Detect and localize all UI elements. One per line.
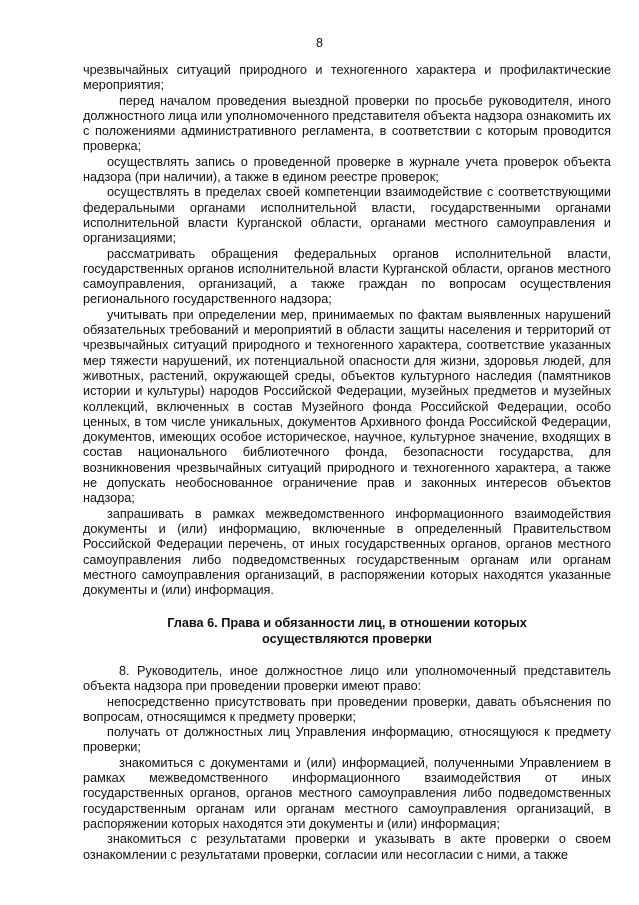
paragraph: 8. Руководитель, иное должностное лицо или уполномоченный представитель объекта надзора при проведении проверки имеют право: [83,663,611,694]
paragraph: получать от должностных лиц Управления информацию, относящуюся к предмету проверки; [83,725,611,755]
chapter-heading-line: Глава 6. Права и обязанности лиц, в отношении которых [167,616,527,631]
paragraph: осуществлять в пределах своей компетенции взаимодействие с соответствующими федеральными органами исполнительной власти, государственными органами исполнительной власти Курганской области, органами местного самоуправления и организациями; [83,185,611,246]
chapter-heading-line: осуществляются проверки [262,631,432,646]
paragraph: непосредственно присутствовать при проведении проверки, давать объяснения по вопросам, относящимся к предмету проверки; [83,694,611,724]
chapter-heading [83,616,611,647]
paragraph: знакомиться с документами и (или) информацией, полученными Управлением в рамках межведомственного информационного взаимодействия от иных государственных органов, органов местного самоуправления либо подведомственных государственным органам или органам местного самоуправления организаций, в распоряжении которых находятся эти документы и (или) информация; [83,755,611,831]
page-number: 8 [316,36,323,50]
paragraph: чрезвычайных ситуаций природного и техногенного характера и профилактические мероприятия; [83,63,611,93]
document-body [83,63,611,863]
paragraph: учитывать при определении мер, принимаемых по фактам выявленных нарушений обязательных требований и мероприятий в области защиты населения и территорий от чрезвычайных ситуаций природного и техногенного характера, соответствие указанных мер тяжести нарушений, их потенциальной опасности для жизни, здоровья людей, для животных, растений, окружающей среды, объектов культурного наследия (памятников истории и культуры) народов Российской Федерации, музейных предметов и музейных коллекций, включенных в состав Музейного фонда Российской Федерации, особо ценных, в том числе уникальных, документов Архивного фонда Российской Федерации, документов, имеющих особое историческое, научное, культурное значение, входящих в состав национального библиотечного фонда, безопасности государства, для возникновения чрезвычайных ситуаций природного и техногенного характера, а также не допускать необоснованное ограничение прав и законных интересов объектов надзора; [83,307,611,506]
paragraph: осуществлять запись о проведенной проверке в журнале учета проверок объекта надзора (при наличии), а также в едином реестре проверок; [83,154,611,185]
paragraph: рассматривать обращения федеральных органов исполнительной власти, государственных органов исполнительной власти Курганской области, органов местного самоуправления, организаций, а также граждан по вопросам осуществления регионального государственного надзора; [83,246,611,307]
paragraph: перед началом проведения выездной проверки по просьбе руководителя, иного должностного лица или уполномоченного представителя объекта надзора ознакомить их с положениями административного регламента, в соответствии с которым проводится проверка; [83,93,611,154]
paragraph: знакомиться с результатами проверки и указывать в акте проверки о своем ознакомлении с результатами проверки, согласии или несогласии с ними, а также [83,832,611,862]
paragraph: запрашивать в рамках межведомственного информационного взаимодействия документы и (или) информацию, включенные в определенный Правительством Российской Федерации перечень, от иных государственных органов, органов местного самоуправления либо подведомственных государственным органам или органам местного самоуправления организаций, в распоряжении которых находятся указанные документы и (или) информация. [83,506,611,598]
